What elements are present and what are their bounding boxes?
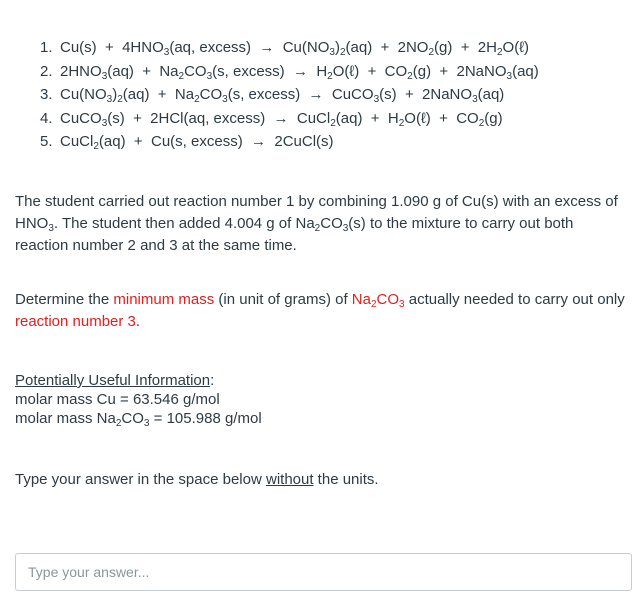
highlight-formula: $Na_2CO_3$ [351, 291, 405, 310]
highlight-minimum-mass: minimum mass [113, 291, 215, 308]
reaction-equation: $2HNO_3(aq) + Na_2CO_3(s$, excess) → $H_2O(\ell) + CO_2(g)$ + 2NaNO$_3$(aq) [60, 62, 539, 82]
reaction-number: 4. [40, 109, 53, 127]
question-paragraph [15, 289, 625, 333]
reaction-equation: $Cu(NO_3)_2(aq) + Na_2CO_3(s$, excess) → CuCO$_3$(s) + 2NaNO$_3$(aq) [60, 86, 505, 105]
reaction-number: 2. [40, 62, 53, 80]
highlight-reaction-number: reaction number 3 [15, 313, 136, 330]
reaction-equation: $Cu(s) + 4HNO_3(aq$, excess) → $Cu(NO_3)_2(aq) + 2NO_2(g)$ + $2H_2O(\ell)$ [60, 39, 530, 58]
reaction-3 [40, 83, 539, 107]
reaction-5 [40, 130, 539, 154]
reaction-number: 1. [40, 39, 53, 56]
reaction-1 [40, 36, 539, 60]
useful-information [15, 371, 262, 428]
question-middle2: actually needed to carry out only [404, 291, 625, 308]
reaction-equation: CuCl$_2$(aq) + Cu(s, excess) → 2CuCl(s) [60, 133, 334, 152]
without-emphasis: without [265, 471, 314, 488]
question-middle: (in unit of grams) of [214, 291, 352, 308]
reaction-4 [40, 107, 539, 131]
info-molar-mass-cu: molar mass Cu = 63.546 g/mol [15, 391, 220, 408]
question-suffix: . [135, 313, 141, 330]
question-prefix: Determine the [15, 291, 114, 308]
reaction-list [40, 36, 539, 154]
reaction-2 [40, 60, 539, 84]
reaction-number: 5. [40, 133, 53, 150]
reaction-equation: CuCO$_3$(s) + 2HCl(aq, excess) → CuCl$_2$(aq) + $H_2O(\ell) + CO_2(g)$ [60, 109, 503, 129]
reaction-number: 3. [40, 86, 53, 103]
info-molar-mass-na2co3: molar mass $Na_2CO_3 = 105.988$ g/mol [15, 410, 262, 429]
problem-paragraph: The student carried out reaction number 1 by combining 1.090 g of Cu(s) with an excess of $HNO_3$. The student then added 4.004 g of $Na_2CO_3(s)$ to the mixture to carry out both reaction number 2 and 3 at the same time. [15, 193, 618, 254]
answer-input[interactable] [15, 553, 632, 591]
info-heading: Potentially Useful Information: [15, 372, 215, 389]
instruction-text: Type your answer in the space below without the units. [15, 471, 379, 488]
